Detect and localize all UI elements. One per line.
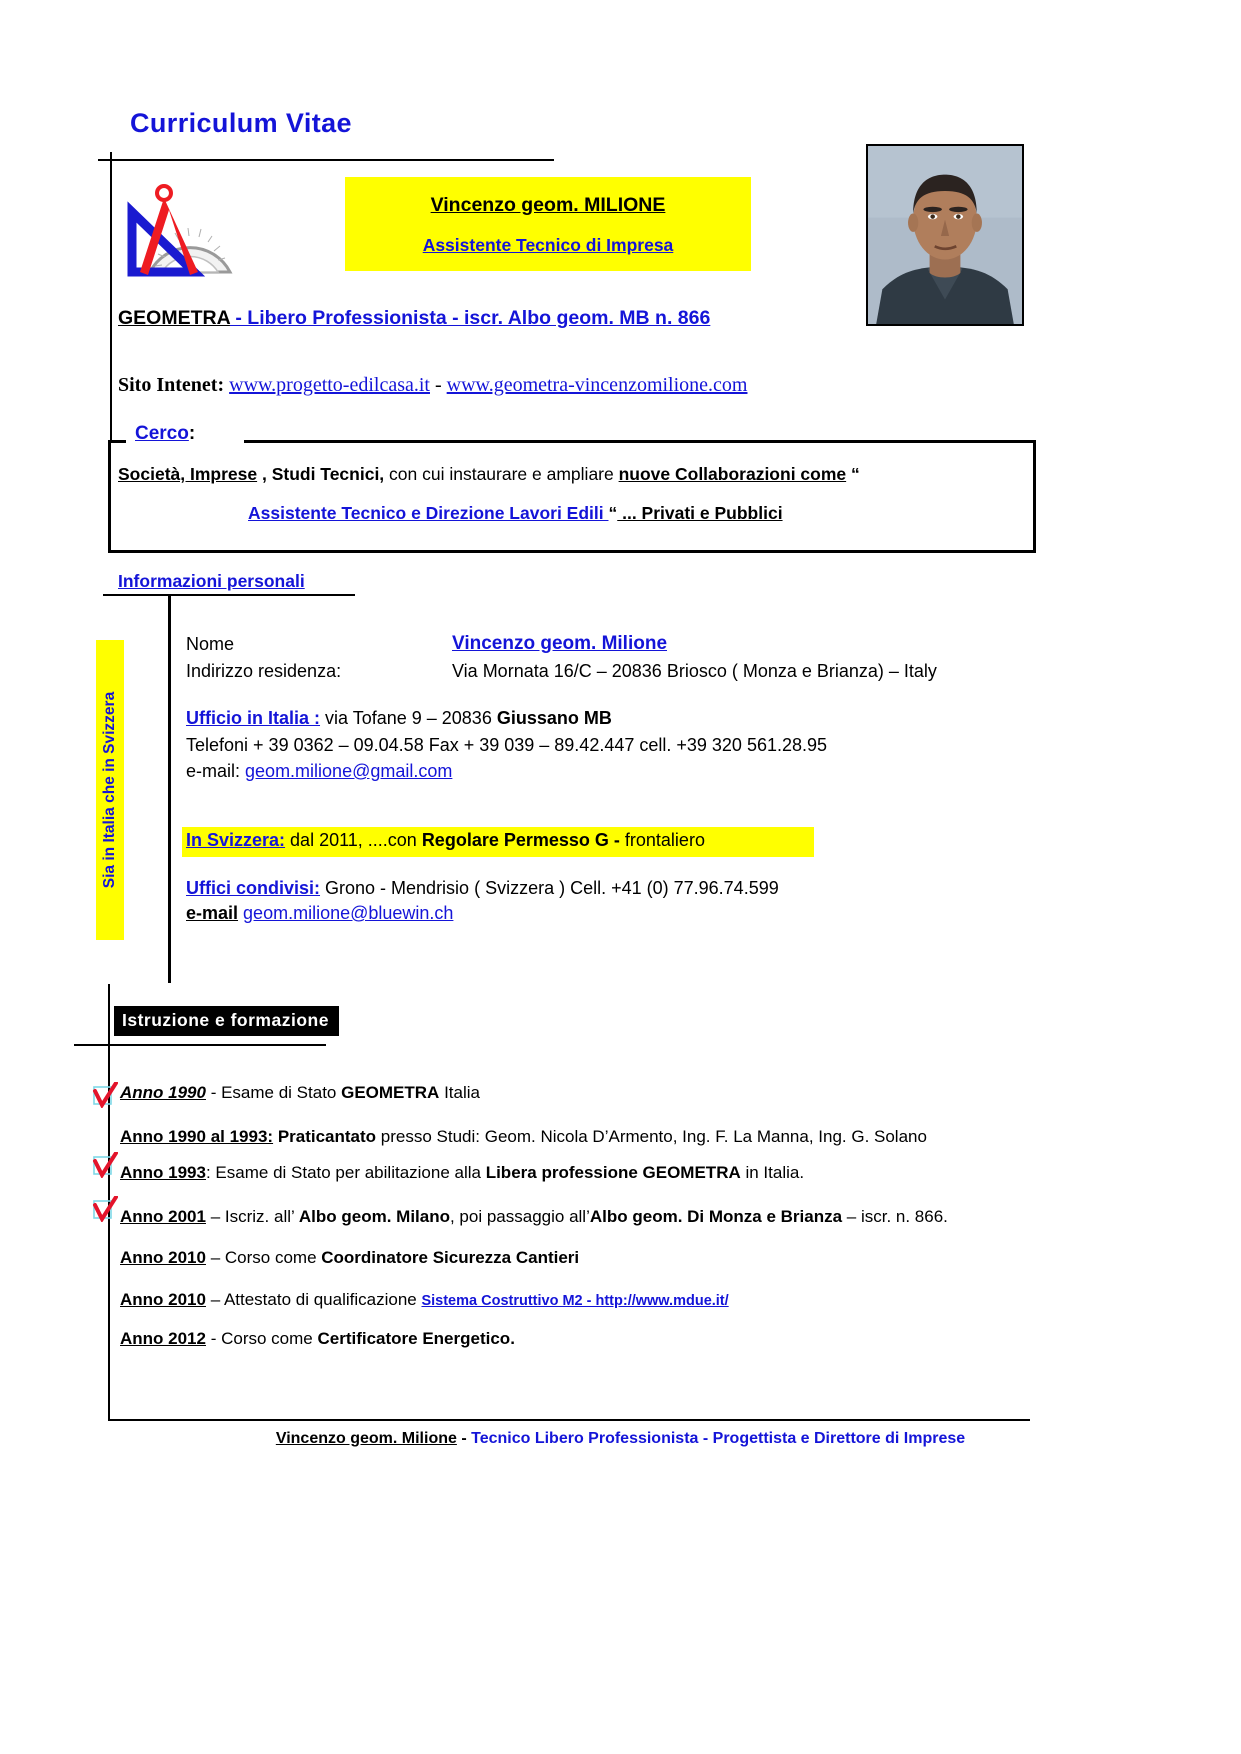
website-separator: -	[429, 374, 447, 396]
cerco-box	[108, 440, 1036, 553]
education-text-mid: , poi passaggio all’	[449, 1207, 590, 1226]
education-item	[120, 1083, 480, 1103]
education-item	[120, 1207, 948, 1227]
side-label-italy-switzerland	[96, 640, 124, 940]
education-year: Anno 2001	[120, 1207, 206, 1226]
email-2-label: e-mail	[186, 903, 239, 923]
email-2-link[interactable]: geom.milione@bluewin.ch	[243, 903, 454, 923]
education-year: Anno 1993	[120, 1163, 206, 1182]
footer-dash: -	[456, 1430, 472, 1447]
education-text-bold-2: Albo geom. Di Monza e Brianza	[589, 1207, 843, 1226]
cerco-l2-p3: ... Privati e Pubblici	[617, 503, 783, 523]
page-title: Curriculum Vitae	[130, 108, 352, 138]
email-link[interactable]: geom.milione@gmail.com	[245, 761, 453, 781]
education-text-pre: - Esame di Stato	[205, 1083, 342, 1102]
cerco-line-2	[248, 503, 783, 524]
cerco-line-1	[118, 464, 860, 485]
email-label: e-mail:	[186, 761, 241, 781]
profession-line	[118, 307, 710, 330]
education-text-bold: Coordinatore Sicurezza Cantieri	[321, 1248, 580, 1267]
education-rule-horizontal	[74, 1044, 326, 1046]
banner-role: Assistente Tecnico di Impresa	[422, 235, 674, 255]
cerco-label	[135, 423, 199, 445]
education-item	[120, 1290, 729, 1310]
education-link[interactable]: Sistema Costruttivo M2 - http://www.mdue.it/	[421, 1293, 729, 1309]
education-text-bold: Albo geom. Milano	[298, 1207, 450, 1226]
address-label: Indirizzo residenza:	[186, 661, 342, 681]
office-italy-street: via Tofane 9 – 20836	[320, 708, 497, 728]
education-text-bold: GEOMETRA	[341, 1083, 440, 1102]
profession-bold: GEOMETRA	[118, 307, 230, 329]
education-year: Anno 2010	[120, 1290, 206, 1309]
education-year: Anno 2012	[120, 1329, 206, 1348]
personal-rule-horizontal	[103, 594, 355, 596]
website-colon: :	[217, 374, 225, 396]
personal-rule-vertical	[168, 594, 171, 983]
footer-role: Tecnico Libero Professionista - Progettista e Direttore di Imprese	[471, 1430, 966, 1447]
profession-detail: - Libero Professionista - iscr. Albo geom. MB n. 866	[229, 307, 711, 329]
cerco-l1-p4: nuove Collaborazioni come	[618, 464, 847, 484]
education-text-pre: - Corso come	[205, 1329, 318, 1348]
office-italy-row	[186, 708, 612, 729]
cerco-l1-p1: Società, Imprese	[118, 464, 258, 484]
cerco-l1-p3: con cui instaurare e ampliare	[384, 464, 619, 484]
education-text-pre: – Attestato di qualificazione	[205, 1290, 422, 1309]
banner-name: Vincenzo geom. MILIONE	[430, 194, 666, 216]
email-2-row	[186, 903, 453, 924]
website-label: Sito Intenet	[118, 374, 218, 396]
education-text-pre: – Iscriz. all’	[205, 1207, 299, 1226]
header-top-rule	[98, 159, 554, 161]
office-italy-label: Ufficio in Italia :	[186, 708, 321, 728]
education-text-bold: Libera professione GEOMETRA	[485, 1163, 741, 1182]
education-year: Anno 1990 al 1993:	[120, 1127, 274, 1146]
header-left-rule	[110, 152, 112, 440]
section-title-personal: Informazioni personali	[118, 571, 305, 591]
checkmark-icon	[92, 1196, 118, 1222]
website-link-1[interactable]: www.progetto-edilcasa.it	[229, 374, 430, 396]
cerco-l2-p1: Assistente Tecnico e Direzione Lavori Edili	[248, 503, 609, 523]
education-year: Anno 1990	[120, 1083, 206, 1102]
cerco-label-text: Cerco	[135, 423, 189, 444]
education-text-post: in Italia.	[740, 1163, 805, 1182]
avatar	[866, 144, 1024, 326]
education-text-pre: – Corso come	[205, 1248, 322, 1267]
name-banner	[345, 177, 751, 271]
switzerland-permit: Regolare Permesso G -	[421, 830, 620, 850]
education-text-bold: Praticantato	[277, 1127, 377, 1146]
checkmark-icon	[92, 1152, 118, 1178]
cerco-l1-p5: “	[846, 464, 860, 484]
cerco-l1-p2: , Studi Tecnici,	[257, 464, 385, 484]
name-value: Vincenzo geom. Milione	[452, 633, 668, 654]
switzerland-row	[186, 830, 705, 851]
drafting-compass-triangle-protractor-icon	[120, 176, 240, 286]
website-link-2[interactable]: www.geometra-vincenzomilione.com	[446, 374, 748, 396]
education-year: Anno 2010	[120, 1248, 206, 1267]
education-item	[120, 1127, 927, 1147]
address-value: Via Mornata 16/C – 20836 Briosco ( Monza e Brianza) – Italy	[452, 661, 937, 681]
phone-row: Telefoni + 39 0362 – 09.04.58 Fax + 39 039 – 89.42.447 cell. +39 320 561.28.95	[186, 735, 828, 755]
switzerland-label: In Svizzera:	[186, 830, 286, 850]
shared-offices-value: Grono - Mendrisio ( Svizzera ) Cell. +41 (0) 77.96.74.599	[320, 878, 779, 898]
website-line	[118, 374, 747, 397]
name-label: Nome	[186, 634, 235, 654]
education-text-post: Italia	[439, 1083, 480, 1102]
footer-rule	[108, 1419, 1030, 1421]
cerco-label-colon: :	[188, 423, 196, 444]
switzerland-text-2: frontaliero	[619, 830, 705, 850]
education-text-pre: : Esame di Stato per abilitazione alla	[205, 1163, 486, 1182]
shared-offices-label: Uffici condivisi:	[186, 878, 321, 898]
cerco-l2-p2: “	[608, 503, 618, 523]
email-row	[186, 761, 452, 782]
switzerland-text-1: dal 2011, ....con	[285, 830, 422, 850]
footer	[0, 1430, 1241, 1448]
section-title-education: Istruzione e formazione	[114, 1006, 339, 1036]
education-text-post: – iscr. n. 866.	[842, 1207, 948, 1226]
side-label-text: Sia in Italia che in Svizzera	[101, 691, 118, 889]
education-item	[120, 1248, 579, 1268]
education-text-bold: Certificatore Energetico.	[317, 1329, 515, 1348]
education-item	[120, 1163, 804, 1183]
shared-offices-row	[186, 878, 779, 899]
checkmark-icon	[92, 1082, 118, 1108]
education-item	[120, 1329, 515, 1349]
education-text-post: presso Studi: Geom. Nicola D’Armento, Ing. F. La Manna, Ing. G. Solano	[376, 1127, 927, 1146]
office-italy-city: Giussano MB	[496, 708, 612, 728]
footer-name: Vincenzo geom. Milione	[275, 1430, 457, 1447]
